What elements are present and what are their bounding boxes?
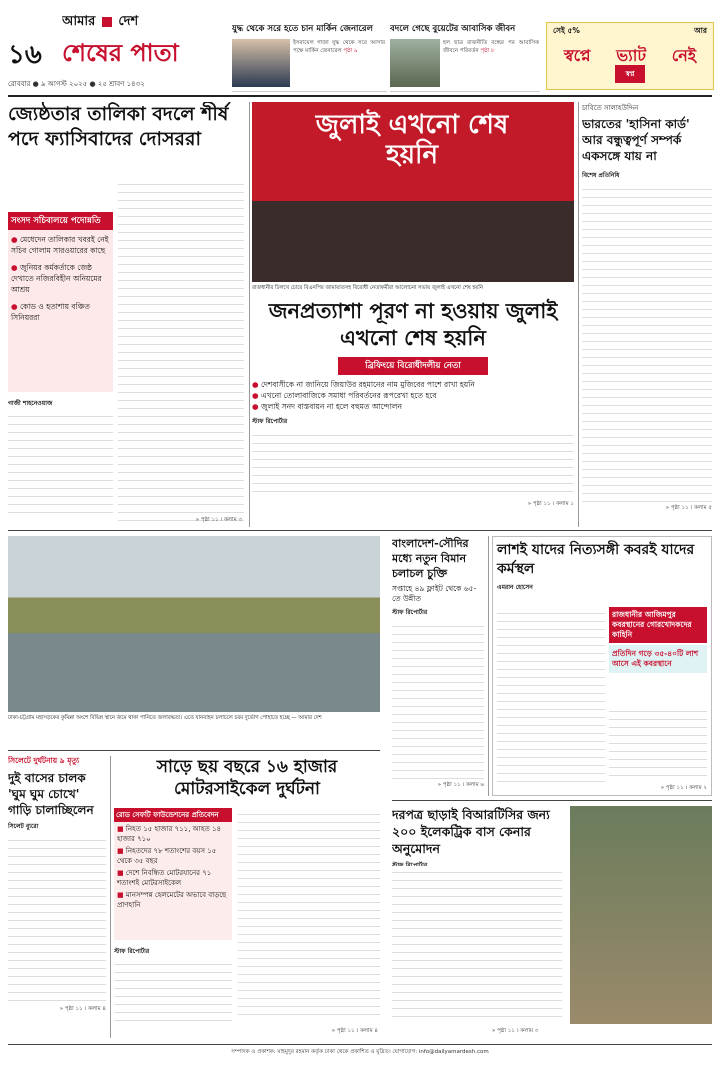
story-7-byline: সিলেট ব্যুরো bbox=[8, 823, 39, 830]
story-1[interactable] bbox=[8, 102, 246, 527]
story-7-kicker: সিলেটে দুর্ঘটনায় ৯ মৃত্যু bbox=[8, 756, 80, 765]
story-2-title: জনপ্রত্যাশা পূরণ না হওয়ায় জুলাই এখনো শেষ হয়নি bbox=[268, 299, 558, 350]
story-1-bullet: ● কোড ও হতাশায় বঞ্চিত সিনিয়ররা bbox=[11, 302, 90, 322]
story-2-photo bbox=[252, 102, 574, 282]
story-5-body bbox=[392, 620, 484, 780]
story-1-box bbox=[8, 212, 113, 392]
story-2-continuation[interactable]: » পৃষ্ঠা ১১ । কলাম ১ bbox=[527, 501, 574, 507]
story-8-bullet: ■ নিহতদের ৭৮ শতাংশের বয়স ১৫ থেকে ৩৫ বছর bbox=[117, 847, 217, 865]
story-6-body-right bbox=[609, 705, 707, 779]
story-1-bullet: ● জুনিয়র কর্মকর্তাকে জেষ্ঠ দেখাতে নজিরবিহীন অনিয়মের আশ্রয় bbox=[11, 263, 102, 294]
story-1-left-column bbox=[8, 410, 113, 515]
teaser-1-photo bbox=[232, 39, 290, 87]
teaser-2-page: পৃষ্ঠা ৮ bbox=[480, 48, 495, 54]
brand-top-label-2: দেশ bbox=[118, 14, 139, 29]
teaser-2-title: বদলে গেছে বুয়েটের আবাসিক জীবন bbox=[390, 24, 516, 34]
story-9-body bbox=[392, 866, 562, 1021]
story-8-bullet: ■ নিহত ১৫ হাজার ৭১১, আহত ১৪ হাজার ৭১০ bbox=[117, 825, 222, 843]
story-2-banner-text: জুলাই এখনো শেষ হয়নি bbox=[315, 110, 509, 170]
story-2-kicker: ব্রিফিংয়ে বিরোধীদলীয় নেতা bbox=[338, 357, 488, 375]
story-5[interactable] bbox=[392, 536, 484, 796]
story-6-continuation[interactable]: » পৃষ্ঠা ১১ । কলাম ২ bbox=[660, 785, 707, 791]
story-3-byline-top: চাবিতে সালাহউদ্দিন bbox=[582, 104, 639, 112]
story-9-title: দরপত্র ছাড়াই বিআরটিসির জন্য ২০০ ইলেকট্রিক বাস কেনার অনুমোদন bbox=[392, 807, 550, 856]
story-5-continuation[interactable]: » পৃষ্ঠা ১১ । কলাম ৬ bbox=[437, 782, 484, 788]
story-3-byline: বিশেষ প্রতিনিধি bbox=[582, 172, 620, 179]
story-8-bullet: ■ মানসম্পন্ন হেলমেটের অভাবে বাড়ছে প্রাণহানি bbox=[117, 891, 227, 909]
masthead-brand bbox=[62, 12, 212, 82]
story-7-title: দুই বাসের চালক 'ঘুম ঘুম চোখে' গাড়ি চালাচ্ছিলেন bbox=[8, 771, 94, 817]
brand-top-label: আমার bbox=[62, 14, 96, 29]
ad-main-right: নেই bbox=[671, 46, 697, 65]
story-2-byline: স্টাফ রিপোর্টার bbox=[252, 418, 288, 425]
ad-main-left: স্বপ্নে bbox=[563, 46, 591, 65]
story-4-caption: ঢাকা-চট্টগ্রাম মহাসড়কের কুমিল্লা অংশে বিভিন্ন স্থানে জমে থাকা পানিতে জলাবদ্ধতা। এতে যানবাহন চলাচলে চরম দুর্ভোগ পোহাতে হচ্ছে — আমার দেশ bbox=[8, 715, 322, 721]
story-9-photo bbox=[570, 806, 712, 1024]
story-1-title: জ্যেষ্ঠতার তালিকা বদলে শীর্ষ পদে ফ্যাসিবাদের দোসররা bbox=[8, 103, 229, 150]
story-6-byline: এমরান হোসেন bbox=[497, 584, 533, 591]
story-6-body-left bbox=[497, 607, 605, 787]
story-3-body bbox=[582, 183, 712, 503]
ad-banner[interactable] bbox=[546, 22, 714, 90]
story-2[interactable] bbox=[252, 102, 574, 527]
teaser-1[interactable] bbox=[232, 22, 387, 92]
story-4-photo bbox=[8, 536, 380, 712]
story-6-box-text: প্রতিদিন গড়ে ৩৫-৪০টি লাশ আসে এই কবরস্থানে bbox=[609, 645, 707, 673]
story-2-body bbox=[252, 429, 574, 499]
teaser-1-text: ইসরায়েল গাজা যুদ্ধ থেকে সরে আসার পক্ষে মার্কিন জেনারেল পৃষ্ঠা ৯ bbox=[293, 40, 385, 54]
story-1-box-title: সংসদ সচিবালয়ে পদোন্নতি bbox=[8, 212, 113, 230]
story-2-caption: রাজধানীর ঢিলখে চোরে বিএনপির জামায়াতসহ বিরোধী নেতাকর্মীরা আলোচনা সভায় জুলাই এখনো শেষ হয়নি bbox=[252, 285, 483, 291]
story-8-bullet: ■ দেশে নিবন্ধিত মোটরযানের ৭১ শতাংশই মোটরসাইকেল bbox=[117, 869, 212, 887]
story-6-box bbox=[609, 607, 707, 701]
story-1-byline: গাজী শাহনেওয়াজ bbox=[8, 400, 53, 407]
story-3-title: ভারতের 'হাসিনা কার্ড' আর বন্ধুত্বপূর্ণ সম্পর্ক একসঙ্গে যায় না bbox=[582, 117, 690, 163]
brand-logo-icon bbox=[102, 17, 112, 27]
story-8-title: সাড়ে ছয় বছরে ১৬ হাজার মোটরসাইকেল দুর্ঘটনা bbox=[156, 757, 338, 799]
teaser-2-text: হল ছাত্র রাজনীতি বন্ধের পর আবাসিক জীবনে পরিবর্তন পৃষ্ঠা ৮ bbox=[443, 40, 539, 54]
page-number: ১৬ bbox=[8, 40, 42, 64]
story-7-continuation[interactable]: » পৃষ্ঠা ১১ । কলাম ৪ bbox=[59, 1006, 106, 1012]
story-6[interactable] bbox=[492, 536, 712, 796]
story-8-box-title: রোড সেফটি ফাউন্ডেশনের প্রতিবেদন bbox=[114, 808, 232, 822]
story-9-continuation[interactable]: » পৃষ্ঠা ১১ । কলাম ৩ bbox=[492, 1028, 539, 1034]
teaser-1-page: পৃষ্ঠা ৯ bbox=[343, 48, 358, 54]
story-2-bullet: ● দেশবাসীকে না জানিয়ে জিয়াউর রহমানের নাম মুজিবের পাশে রাখা হয়নি bbox=[252, 380, 475, 389]
teaser-2[interactable] bbox=[390, 22, 540, 92]
story-8[interactable] bbox=[114, 756, 380, 1038]
story-6-title: লাশই যাদের নিত্যসঙ্গী কবরই যাদের কর্মস্থল bbox=[497, 542, 695, 577]
story-5-byline: স্টাফ রিপোর্টার bbox=[392, 609, 428, 616]
teaser-2-photo bbox=[390, 39, 440, 87]
footer-imprint: সম্পাদক ও প্রকাশক: মাহমুদুর রহমান কর্তৃক ঢাকা থেকে প্রকাশিত ও মুদ্রিত। যোগাযোগ: info@dailyamardesh.com bbox=[231, 1049, 489, 1055]
story-4-credit: — আমার দেশ bbox=[291, 715, 322, 721]
story-2-bullet: ● এখনো তোলাবাজিকে সমাধা পরিবর্তনের রূপরেখা হতে হবে bbox=[252, 391, 437, 400]
story-8-body-left bbox=[114, 958, 232, 1022]
story-6-box-title: রাজধানীর আজিমপুর কবরস্থানের গোরখোদকদের কাহিনি bbox=[609, 607, 707, 643]
story-8-continuation[interactable]: » পৃষ্ঠা ১১ । কলাম ৪ bbox=[331, 1028, 378, 1034]
teaser-1-title: যুদ্ধ থেকে সরে হতে চান মার্কিন জেনারেল bbox=[232, 24, 373, 34]
story-8-byline: স্টাফ রিপোর্টার bbox=[114, 948, 150, 955]
story-5-title: বাংলাদেশ-সৌদির মধ্যে নতুন বিমান চলাচল চুক্তি bbox=[392, 537, 469, 580]
ad-top-right: আর bbox=[694, 26, 707, 35]
story-1-continuation[interactable]: » পৃষ্ঠা ১১ । কলাম ৩ bbox=[195, 517, 242, 523]
ad-brand-logo: স্বপ্ন bbox=[615, 65, 645, 83]
story-8-body-right bbox=[238, 808, 380, 1022]
story-8-box bbox=[114, 808, 232, 940]
story-7-body bbox=[8, 834, 106, 1004]
story-2-bullet: ● জুলাই সনদ বাস্তবায়ন না হলে বহুমত আন্দোলন bbox=[252, 402, 402, 411]
date-line: রোববার ● ৯ আগস্ট ২০২৫ ● ২৫ শ্রাবণ ১৪৩২ bbox=[8, 80, 145, 88]
story-3-continuation[interactable]: » পৃষ্ঠা ১১ । কলাম ৫ bbox=[665, 505, 712, 511]
ad-main-mid: ভ্যাট bbox=[616, 46, 647, 65]
story-9[interactable] bbox=[392, 806, 712, 1038]
story-3[interactable] bbox=[582, 102, 712, 527]
section-title: শেষের পাতা bbox=[62, 39, 179, 67]
ad-top-left: সেই ৫% bbox=[553, 26, 580, 35]
story-1-bullet: ● মেধেদেন তালিকার খবরই নেই সচিব গোলাম সারওয়ারের কাছে bbox=[11, 235, 109, 255]
story-5-subtitle: সপ্তাহে ৪৯ ফ্লাইট থেকে ৬৫-তে উন্নীত bbox=[392, 584, 477, 603]
story-4[interactable] bbox=[8, 536, 380, 744]
story-1-right-column bbox=[118, 178, 244, 523]
story-7[interactable] bbox=[8, 756, 106, 1038]
